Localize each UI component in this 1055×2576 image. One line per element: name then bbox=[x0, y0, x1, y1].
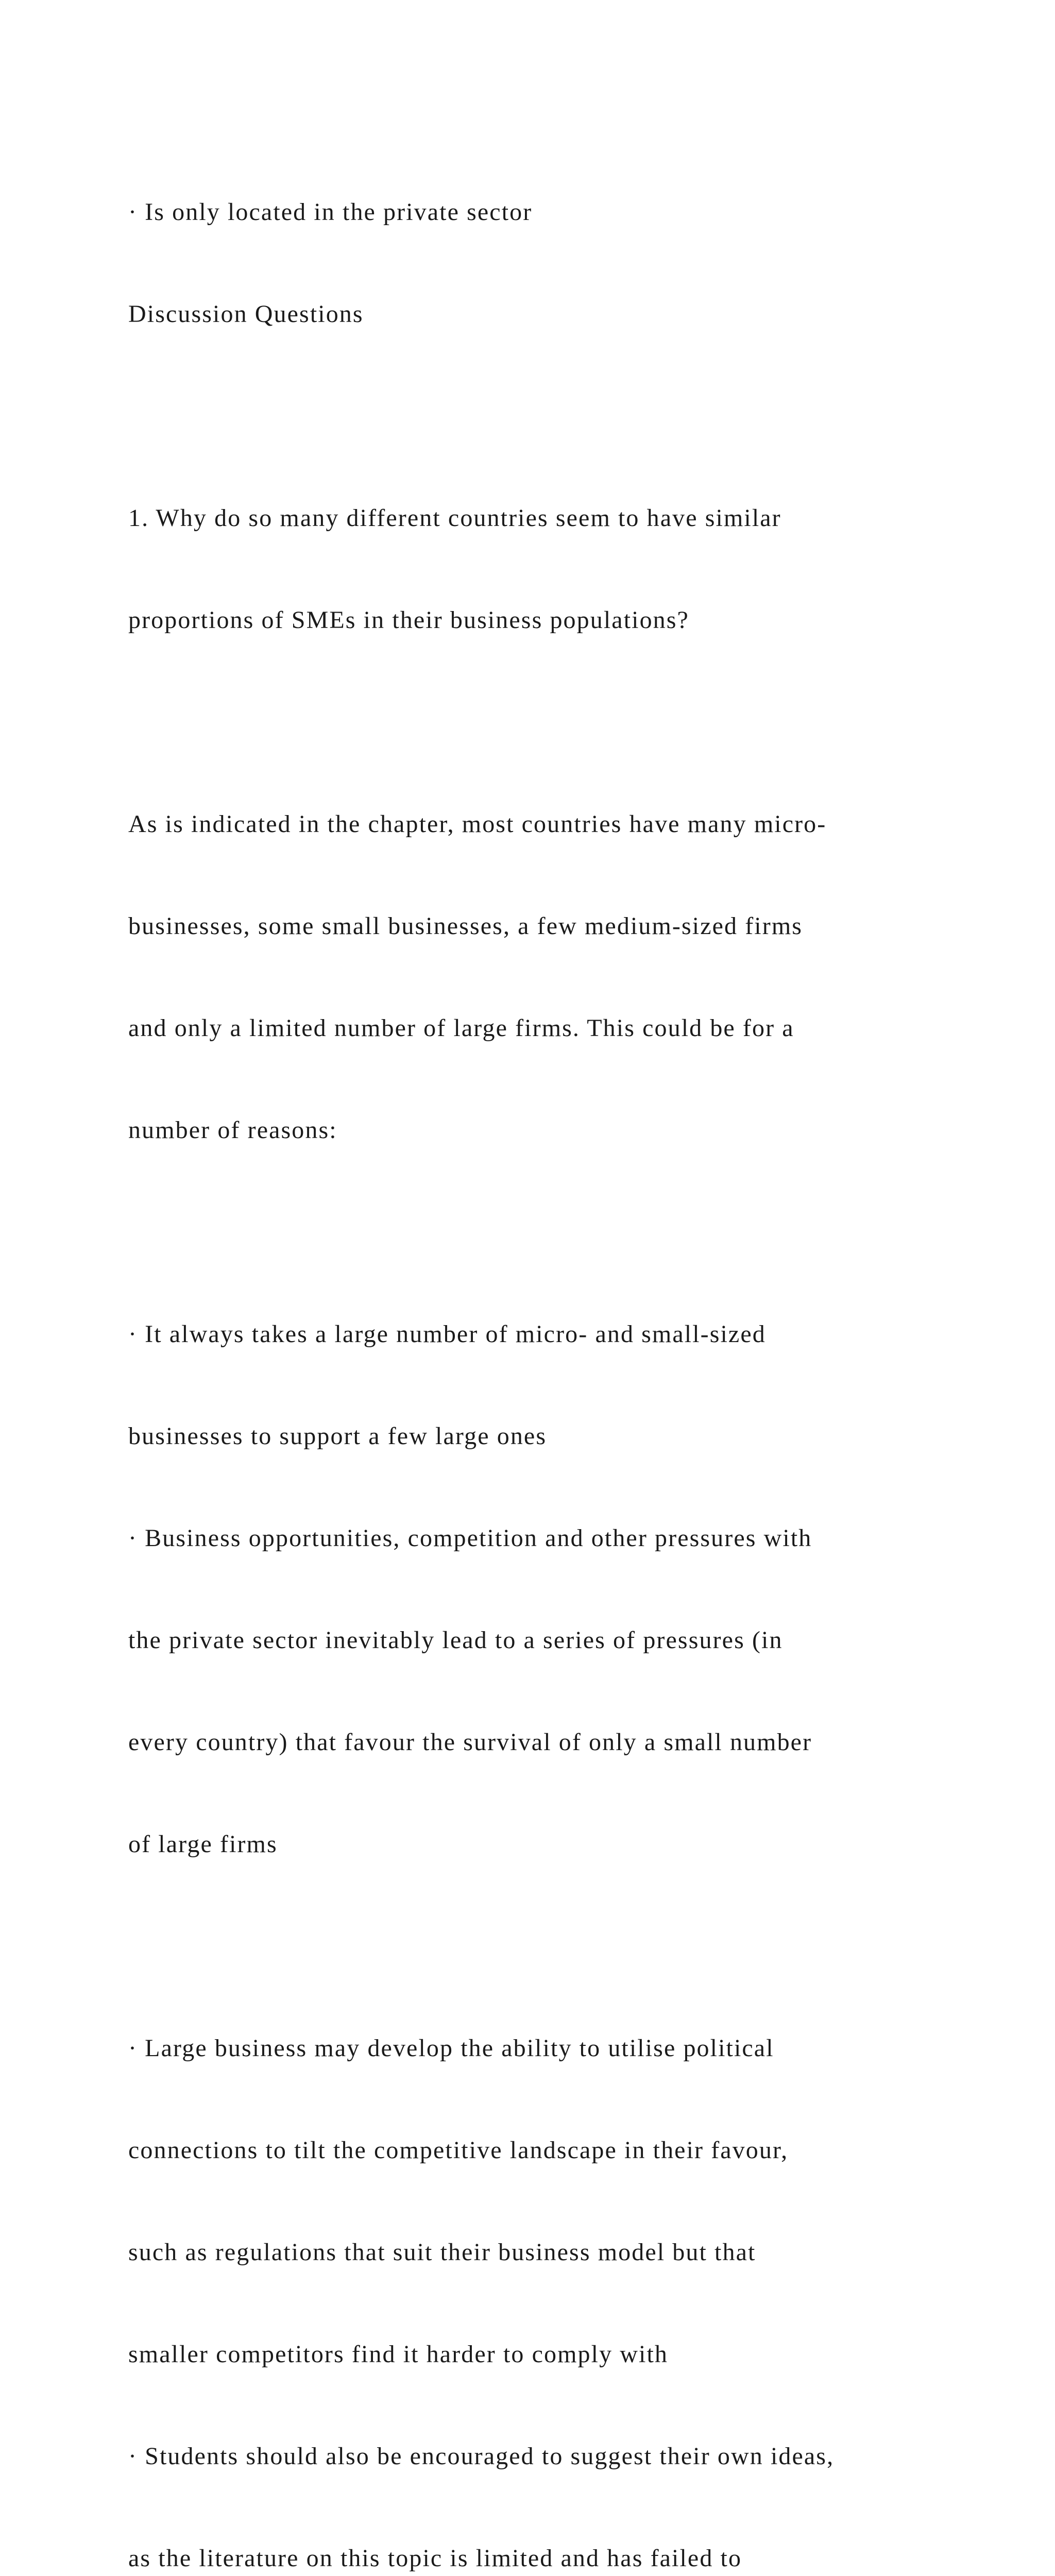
text-line: such as regulations that suit their business model but that bbox=[128, 2239, 756, 2266]
text-line: proportions of SMEs in their business populations? bbox=[128, 606, 689, 634]
blank-line bbox=[128, 399, 973, 433]
text-line: Discussion Questions bbox=[128, 300, 364, 328]
text-line: every country) that favour the survival of only a small number bbox=[128, 1728, 812, 1756]
text-line: of large firms bbox=[128, 1831, 278, 1858]
text-line: 1. Why do so many different countries seem to have similar bbox=[128, 504, 781, 532]
text-line: · Is only located in the private sector bbox=[128, 198, 533, 226]
text-line: · Students should also be encouraged to suggest their own ideas, bbox=[128, 2443, 835, 2470]
blank-line bbox=[128, 705, 973, 739]
text-line: as the literature on this topic is limited and has failed to bbox=[128, 2545, 742, 2572]
text-line: the private sector inevitably lead to a series of pressures (in bbox=[128, 1626, 783, 1654]
text-line: As is indicated in the chapter, most countries have many micro- bbox=[128, 810, 827, 838]
text-line: · Business opportunities, competition and other pressures with bbox=[128, 1524, 812, 1552]
text-line: smaller competitors find it harder to comply with bbox=[128, 2341, 669, 2368]
text-line: · Large business may develop the ability to utilise political bbox=[128, 2035, 774, 2062]
document-body bbox=[128, 127, 973, 2576]
text-line: businesses to support a few large ones bbox=[128, 1422, 547, 1450]
blank-line bbox=[128, 1215, 973, 1249]
text-line: businesses, some small businesses, a few medium-sized firms bbox=[128, 912, 803, 940]
text-line: number of reasons: bbox=[128, 1116, 337, 1144]
text-line: connections to tilt the competitive landscape in their favour, bbox=[128, 2137, 789, 2164]
blank-line bbox=[128, 1929, 973, 1963]
text-line: · It always takes a large number of micro- and small-sized bbox=[128, 1320, 766, 1348]
text-line: and only a limited number of large firms. This could be for a bbox=[128, 1014, 794, 1042]
